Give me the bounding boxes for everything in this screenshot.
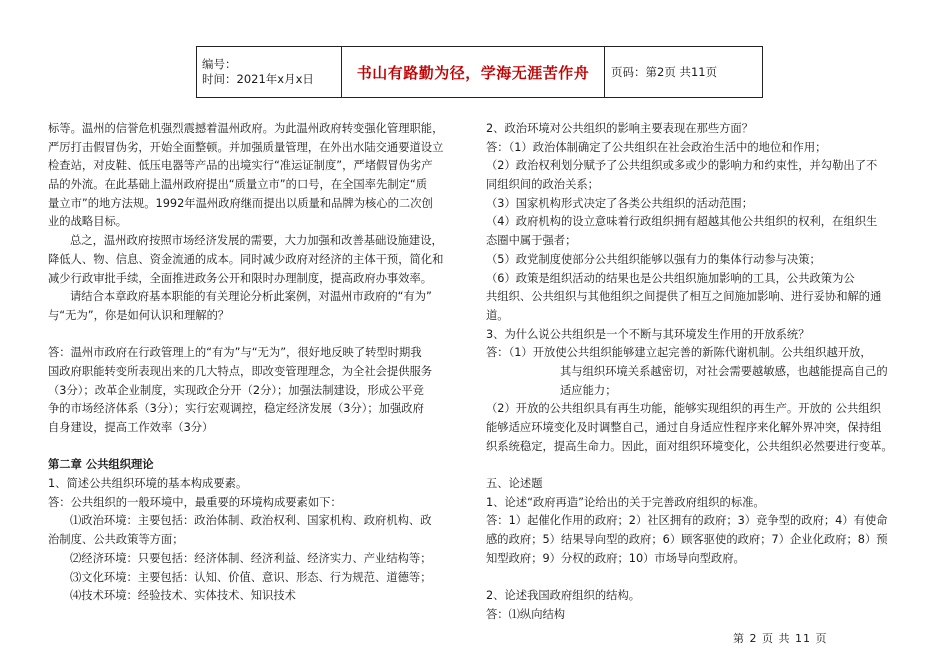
- answer-line: （6）政策是组织活动的结果也是公共组织施加影响的工具，公共政策为公: [486, 271, 855, 285]
- answer-line: （2）政治权利划分赋予了公共组织或多或少的影响力和约束性，并勾勒出了不: [486, 159, 878, 173]
- page-footer: 第 2 页 共 11 页: [733, 632, 828, 645]
- answer-line: 争的市场经济体系（3分）；实行宏观调控，稳定经济发展（3分）；加强政府: [48, 402, 424, 416]
- answer-line: 适应能力；: [560, 383, 617, 397]
- answer-line: 答：温州市政府在行政管理上的“有为”与“无为”，很好地反映了转型时期我: [48, 346, 422, 360]
- list-item: ⑴政治环境：主要包括：政治体制、政治权利、国家机构、政府机构、政: [70, 514, 432, 528]
- text-line: 严厉打击假冒伪劣，开始全面整顿。并加强质量管理，在外出水陆交通要道设立: [48, 140, 444, 154]
- question-line: 2、政治环境对公共组织的影响主要表现在那些方面？: [486, 122, 754, 135]
- answer-line: 国政府职能转变所表现出来的几大特点，即改变管理理念，为全社会提供服务: [48, 364, 433, 378]
- document-header: [196, 46, 763, 98]
- answer-line: 能够适应环境变化及时调整自己，通过自身适应性程序来化解外界冲突，保持组: [486, 421, 882, 434]
- answer-line: 态圈中属于强者；: [486, 234, 577, 248]
- section-heading: 五、论述题: [486, 477, 543, 491]
- list-item: ⑵经济环境：只要包括：经济体制、经济利益、经济实力、产业结构等；: [70, 551, 432, 565]
- text-line: 降低人、物、信息、资金流通的成本。同时减少政府对经济的主体干预，简化和: [48, 252, 444, 266]
- list-item: ⑶文化环境：主要包括：认知、价值、意识、形态、行为规范、道德等；: [70, 570, 432, 584]
- answer-line: 答：⑴纵向结构: [486, 607, 566, 621]
- text-line: 业的战略目标。: [48, 215, 128, 229]
- answer-line: 知型政府；9）分权的政府；10）市场导向型政府。: [486, 551, 745, 565]
- list-item: ⑷技术环境：经验技术、实体技术、知识技术: [70, 589, 296, 603]
- answer-line: （2）开放的公共组织具有再生功能，能够实现组织的再生产。开放的 公共组织: [486, 402, 881, 416]
- answer-line: 共组织、公共组织与其他组织之间提供了相互之间施加影响、进行妥协和解的通: [486, 290, 882, 304]
- question-line: 与“无为”，你是如何认识和理解的？: [48, 308, 230, 322]
- question-line: 1、简述公共组织环境的基本构成要素。: [48, 477, 248, 491]
- answer-line: （4）政府机构的设立意味着行政组织拥有超越其他公共组织的权利，在组织生: [486, 215, 878, 229]
- question-line: 1、论述“政府再造”论给出的关于完善政府组织的标准。: [486, 495, 765, 509]
- answer-line: 感的政府；5）结果导向型的政府；6）顾客驱使的政府；7）企业化政府；8）预: [486, 533, 888, 547]
- page-label: 页码：第2页 共11页: [611, 65, 718, 79]
- text-line: 品的外流。在此基础上温州政府提出“质量立市”的口号，在全国率先制定“质: [48, 178, 428, 192]
- answer-line: 其与组织环境关系越密切，对社会需要越敏感，也越能提高自己的: [560, 364, 888, 378]
- left-column: [48, 120, 468, 606]
- answer-line: （5）政党制度使部分公共组织能够以强有力的集体行动参与决策；: [486, 252, 821, 266]
- text-line: 量立市”的地方法规。1992年温州政府继而提出以质量和品牌为核心的二次创: [48, 196, 433, 210]
- list-item: 治制度、公共政策等方面；: [48, 533, 184, 547]
- number-label: 编号：: [202, 57, 237, 71]
- header-page-cell: [605, 47, 762, 97]
- answer-line: 答：（1）开放使公共组织能够建立起完善的新陈代谢机制。公共组织越开放，: [486, 346, 872, 360]
- answer-line: 同组织间的政治关系；: [486, 178, 599, 192]
- time-label: 时间：2021年x月x日: [202, 72, 314, 86]
- text-line: 总之，温州政府按照市场经济发展的需要，大力加强和改善基础设施建设，: [70, 234, 443, 248]
- text-line: 减少行政审批手续，全面推进政务公开和限时办理制度，提高政府办事效率。: [48, 271, 433, 285]
- question-line: 2、论述我国政府组织的结构。: [486, 589, 641, 603]
- answer-line: 答：1）起催化作用的政府；2）社区拥有的政府；3）竞争型的政府；4）有使命: [486, 514, 888, 528]
- answer-line: 织系统稳定，提高生命力。因此，面对组织环境变化，公共组织必然要进行变革。: [486, 439, 893, 453]
- answer-line: 自身建设，提高工作效率（3分）: [48, 421, 214, 434]
- header-meta-cell: [197, 47, 342, 97]
- answer-line: 答：（1）政治体制确定了公共组织在社会政治生活中的地位和作用；: [486, 140, 827, 154]
- answer-line: （3分）；改革企业制度，实现政企分开（2分）；加强法制建设，形成公平竞: [48, 383, 424, 397]
- chapter-heading: 第二章 公共组织理论: [48, 458, 154, 472]
- right-column: [486, 120, 916, 625]
- answer-line: （3）国家机构形式决定了各类公共组织的活动范围；: [486, 196, 754, 210]
- header-motto-cell: [342, 47, 605, 97]
- answer-line: 答：公共组织的一般环境中，最重要的环境构成要素如下：: [48, 495, 342, 509]
- text-line: 标等。温州的信誉危机强烈震撼着温州政府。为此温州政府转变强化管理职能，: [48, 122, 444, 135]
- text-line: 检查站，对皮鞋、低压电器等产品的出境实行“准运证制度”，严堵假冒伪劣产: [48, 159, 433, 173]
- answer-line: 道。: [486, 308, 509, 322]
- question-line: 请结合本章政府基本职能的有关理论分析此案例，对温州市政府的“有为”: [70, 290, 432, 304]
- motto-text: 书山有路勤为径，学海无涯苦作舟: [356, 63, 590, 82]
- question-line: 3、为什么说公共组织是一个不断与其环境发生作用的开放系统？: [486, 327, 810, 341]
